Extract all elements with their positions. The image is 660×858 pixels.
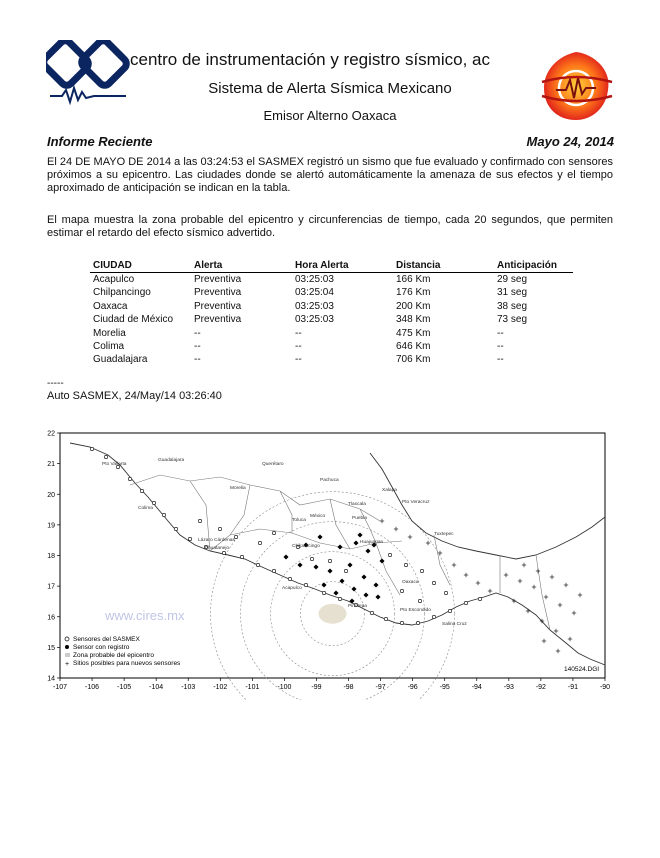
epicenter-zone (319, 604, 347, 624)
legend-item: Sensor con registro (73, 644, 130, 651)
x-tick-label: -90 (599, 684, 611, 691)
city-label: Pinotepa (348, 604, 367, 609)
table-cell: -- (194, 327, 201, 339)
table-cell: 31 seg (497, 287, 528, 299)
legend-sensor-record-icon (65, 645, 69, 649)
sensor-marker (388, 553, 391, 556)
table-row (90, 327, 573, 340)
table-cell: -- (194, 354, 201, 366)
city-label: Guadalajara (158, 458, 185, 463)
city-label: Zihuatanejo (204, 546, 230, 551)
report-date: Mayo 24, 2014 (526, 134, 614, 149)
legend-sensor-icon (65, 637, 69, 641)
city-label: Pto Vallarta (102, 462, 127, 467)
sensor-marker (128, 477, 131, 480)
x-tick-label: -97 (375, 684, 386, 691)
table-cell: 03:25:03 (295, 314, 334, 326)
sensor-marker (162, 513, 165, 516)
column-header-city: CIUDAD (90, 258, 191, 273)
report-title: Informe Reciente (47, 134, 153, 149)
table-cell: Acapulco (93, 274, 135, 285)
city-label: Huajuapan (360, 540, 384, 545)
table-cell: 475 Km (396, 327, 431, 339)
table-cell: 706 Km (396, 354, 431, 366)
sensor-marker (344, 569, 347, 572)
sensor-marker (198, 519, 201, 522)
sensor-marker (174, 527, 177, 530)
table-cell: 38 seg (497, 300, 528, 312)
table-cell: Chilpancingo (93, 287, 151, 299)
y-tick-label: 22 (47, 430, 55, 438)
sensor-marker (222, 551, 225, 554)
table-row (90, 286, 573, 299)
sensor-marker (420, 569, 423, 572)
city-label: Oaxaca (402, 580, 419, 585)
table-cell: Preventiva (194, 300, 242, 312)
x-tick-label: -102 (213, 684, 228, 691)
x-tick-label: -92 (535, 684, 546, 691)
sensor-marker (338, 597, 341, 600)
emitter-name: Emisor Alterno Oaxaca (263, 108, 397, 123)
table-cell: 03:25:03 (295, 300, 334, 312)
separator-dashes: ----- (47, 378, 64, 389)
table-row (90, 273, 573, 287)
sensor-marker (240, 555, 243, 558)
column-header-anticipation: Anticipación (494, 258, 573, 273)
x-tick-label: -107 (52, 684, 68, 691)
cities-table (90, 258, 573, 367)
watermark: www.cires.mx (105, 608, 185, 623)
table-cell: -- (497, 327, 504, 339)
table-cell: -- (497, 341, 504, 353)
table-cell: 03:25:04 (295, 287, 334, 299)
sensor-marker (90, 447, 93, 450)
sensor-marker (288, 577, 291, 580)
table-cell: 176 Km (396, 287, 431, 299)
auto-timestamp: Auto SASMEX, 24/May/14 03:26:40 (47, 390, 222, 402)
legend-zone-icon (65, 653, 70, 657)
y-tick-label: 14 (47, 675, 55, 683)
table-cell: 166 Km (396, 274, 431, 285)
sensor-marker (478, 597, 481, 600)
sensor-marker (400, 621, 403, 624)
table-cell: Morelia (93, 327, 126, 339)
x-tick-label: -105 (117, 684, 132, 691)
x-tick-label: -100 (277, 684, 292, 691)
map-image-id: 140524.DGI (564, 666, 600, 673)
y-tick-label: 18 (47, 553, 55, 560)
city-label: Lázaro Cárdenas (198, 538, 235, 543)
sensor-marker (218, 527, 221, 530)
table-cell: Oaxaca (93, 300, 128, 312)
report-paragraph: El 24 DE MAYO DE 2014 a las 03:24:53 el SASMEX registró un sismo que fue evaluado y confirmado con sensores próximos a su epicentro. Las ciudades donde se alertó automáticamente la amenaza de sus efectos y el tiempo aproximado de anticipación se indican en la tabla. (47, 156, 613, 194)
sensor-marker (310, 557, 313, 560)
map-description: El mapa muestra la zona probable del epicentro y circunferencias de tiempo, cada 20 segundos, que permiten estimar el retardo del efecto sísmico advertido. (47, 214, 613, 239)
y-tick-label: 17 (47, 583, 55, 591)
sensor-marker (272, 569, 275, 572)
sensor-marker (464, 601, 467, 604)
city-label: Tlaxcala (348, 502, 366, 507)
city-label: México (310, 514, 326, 519)
legend-plus-icon: + (65, 661, 70, 668)
city-label: Morelia (230, 486, 246, 491)
map-frame (60, 433, 605, 678)
legend-item: Sensores del SASMEX (73, 636, 140, 643)
x-tick-label: -96 (407, 684, 418, 691)
table-cell: 03:25:03 (295, 274, 334, 285)
table-cell: -- (194, 341, 201, 353)
y-tick-label: 20 (47, 491, 55, 499)
sensor-marker (304, 583, 307, 586)
city-label: Colima (138, 506, 153, 511)
sensor-marker (448, 609, 451, 612)
y-tick-label: 15 (47, 644, 55, 652)
table-cell: 29 seg (497, 274, 528, 285)
table-cell: -- (497, 354, 504, 366)
x-tick-label: -94 (471, 684, 482, 691)
y-tick-label: 19 (47, 522, 55, 530)
table-row (90, 313, 573, 326)
sensor-marker (418, 599, 421, 602)
table-cell: 348 Km (396, 314, 431, 326)
sensor-marker (322, 591, 325, 594)
sensor-marker (152, 501, 155, 504)
sensor-marker (400, 589, 403, 592)
sensor-marker (272, 531, 275, 534)
city-label: Xalapa (382, 488, 397, 493)
y-tick-label: 21 (47, 461, 55, 469)
x-tick-label: -91 (567, 684, 579, 691)
system-name: Sistema de Alerta Sísmica Mexicano (208, 80, 452, 97)
table-cell: Colima (93, 341, 125, 353)
table-row (90, 340, 573, 353)
city-label: Querétaro (262, 462, 284, 467)
sensor-marker (404, 563, 407, 566)
table-cell: -- (295, 327, 302, 339)
city-label: Pto Escondido (400, 608, 431, 613)
x-tick-label: -98 (343, 684, 354, 691)
city-label: Puebla (352, 516, 367, 521)
table-cell: 646 Km (396, 341, 431, 353)
table-header-row (90, 258, 573, 273)
y-tick-label: 16 (47, 614, 55, 622)
table-cell: 200 Km (396, 300, 431, 312)
sensor-marker (328, 559, 331, 562)
column-header-alert-time: Hora Alerta (292, 258, 393, 273)
city-label: Pachuca (320, 478, 339, 483)
x-tick-label: -93 (503, 684, 514, 691)
x-tick-label: -95 (439, 684, 450, 691)
x-tick-label: -106 (85, 684, 100, 691)
x-tick-label: -101 (245, 684, 260, 691)
sensor-marker (256, 563, 259, 566)
column-header-distance: Distancia (393, 258, 494, 273)
city-label: Chilpancingo (292, 544, 320, 549)
city-label: Toluca (292, 518, 306, 523)
sensor-marker (140, 489, 143, 492)
sensor-marker (188, 537, 191, 540)
table-cell: Preventiva (194, 314, 242, 326)
sensor-marker (432, 615, 435, 618)
sensor-marker (432, 581, 435, 584)
column-header-alert: Alerta (191, 258, 292, 273)
sensor-marker (416, 621, 419, 624)
x-tick-label: -104 (149, 684, 164, 691)
table-cell: -- (295, 354, 302, 366)
table-cell: 73 seg (497, 314, 528, 326)
city-label: Tuxtepec (434, 532, 454, 537)
table-row (90, 300, 573, 313)
org-name: centro de instrumentación y registro sísmico, ac (130, 50, 490, 69)
epicenter-map (30, 425, 620, 700)
table-cell: Preventiva (194, 287, 242, 299)
x-tick-label: -103 (181, 684, 196, 691)
sensor-marker (370, 611, 373, 614)
table-row (90, 353, 573, 366)
sensor-marker (104, 455, 107, 458)
table-cell: Guadalajara (93, 354, 148, 366)
city-label: Acapulco (282, 586, 302, 591)
table-cell: Preventiva (194, 274, 242, 285)
x-tick-label: -99 (311, 684, 322, 691)
table-cell: -- (295, 341, 302, 353)
sensor-marker (258, 541, 261, 544)
city-label: Salina Cruz (442, 622, 467, 627)
sensor-marker (384, 617, 387, 620)
sensor-marker (444, 591, 447, 594)
legend-item: Zona probable del epicentro (73, 652, 154, 659)
city-label: Pto Veracruz (402, 500, 430, 505)
table-cell: Ciudad de México (93, 314, 174, 326)
legend-item: Sitios posibles para nuevos sensores (73, 660, 181, 667)
